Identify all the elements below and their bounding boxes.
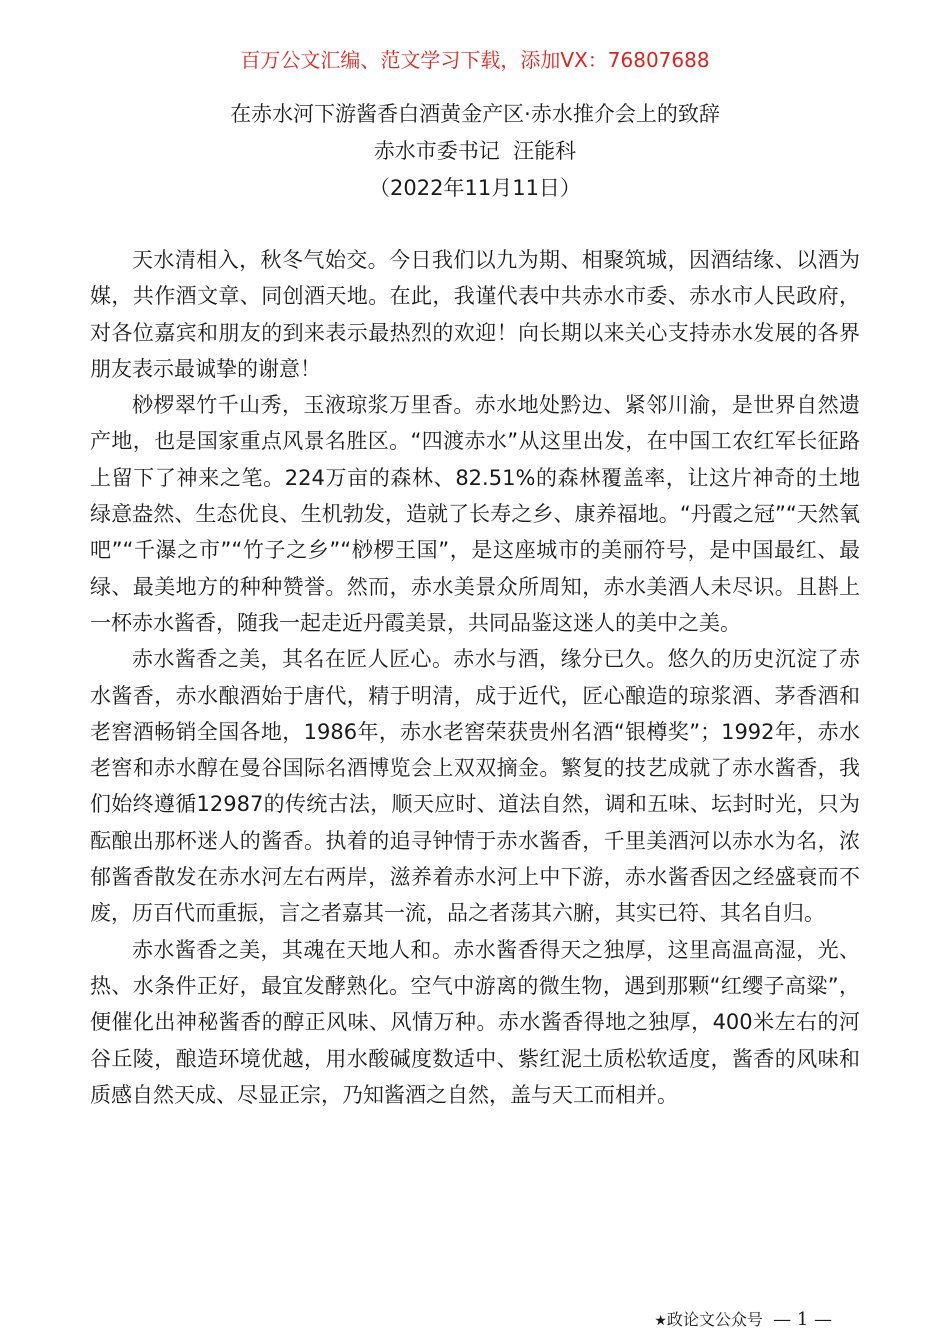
paragraph: 天水清相入，秋冬气始交。今日我们以九为期、相聚筑城，因酒结缘、以酒为媒，共作酒文章、同创酒天地。在此，我谨代表中共赤水市委、赤水市人民政府，对各位嘉宾和朋友的到来表示最热烈的欢迎！向长期以来关心支持赤水发展的各界朋友表示最诚挚的谢意！ bbox=[90, 248, 860, 381]
footer-source: 政论文公众号 bbox=[666, 1310, 763, 1329]
title-block bbox=[0, 96, 950, 207]
document-title: 在赤水河下游酱香白酒黄金产区·赤水推介会上的致辞 bbox=[230, 102, 720, 126]
document-author: 赤水市委书记 汪能科 bbox=[373, 139, 577, 163]
document-date: （2022年11月11日） bbox=[369, 176, 581, 200]
document-body bbox=[90, 242, 860, 1113]
paragraph: 赤水酱香之美，其名在匠人匠心。赤水与酒，缘分已久。悠久的历史沉淀了赤水酱香，赤水酿酒始于唐代，精于明清，成于近代，匠心酿造的琼浆酒、茅香酒和老窖酒畅销全国各地，1986年，赤水老窖荣获贵州名酒“银樽奖”；1992年，赤水老窖和赤水醇在曼谷国际名酒博览会上双双摘金。繁复的技艺成就了赤水酱香，我们始终遵循12987的传统古法，顺天应时、道法自然，调和五味、坛封时光，只为酝酿出那杯迷人的酱香。执着的追寻钟情于赤水酱香，千里美酒河以赤水为名，浓郁酱香散发在赤水河左右两岸，滋养着赤水河上中下游，赤水酱香因之经盛衰而不废，历百代而重振，言之者嘉其一流，品之者荡其六腑，其实已符、其名自归。 bbox=[90, 647, 860, 926]
page-number: — 1 — bbox=[773, 1309, 832, 1330]
page-footer bbox=[654, 1309, 832, 1332]
paragraph: 桫椤翠竹千山秀，玉液琼浆万里香。赤水地处黔边、紧邻川渝，是世界自然遗产地，也是国家重点风景名胜区。“四渡赤水”从这里出发，在中国工农红军长征路上留下了神来之笔。224万亩的森林、82.51%的森林覆盖率，让这片神奇的土地绿意盎然、生态优良、生机勃发，造就了长寿之乡、康养福地。“丹霞之冠”“天然氧吧”“千瀑之市”“竹子之乡”“桫椤王国”，是这座城市的美丽符号，是中国最红、最绿、最美地方的种种赞誉。然而，赤水美景众所周知，赤水美酒人未尽识。且斟上一杯赤水酱香，随我一起走近丹霞美景，共同品鉴这迷人的美中之美。 bbox=[90, 393, 860, 635]
header-note: 百万公文汇编、范文学习下载，添加VX：76807688 bbox=[240, 48, 710, 72]
paragraph: 赤水酱香之美，其魂在天地人和。赤水酱香得天之独厚，这里高温高湿，光、热、水条件正好，最宜发酵熟化。空气中游离的微生物，遇到那颗“红缨子高粱”，便催化出神秘酱香的醇正风味、风情万种。赤水酱香得地之独厚，400米左右的河谷丘陵，酿造环境优越，用水酸碱度数适中、紫红泥土质松软适度，酱香的风味和质感自然天成、尽显正宗，乃知酱酒之自然，盖与天工而相并。 bbox=[90, 937, 860, 1107]
star-icon: ★ bbox=[654, 1313, 667, 1329]
